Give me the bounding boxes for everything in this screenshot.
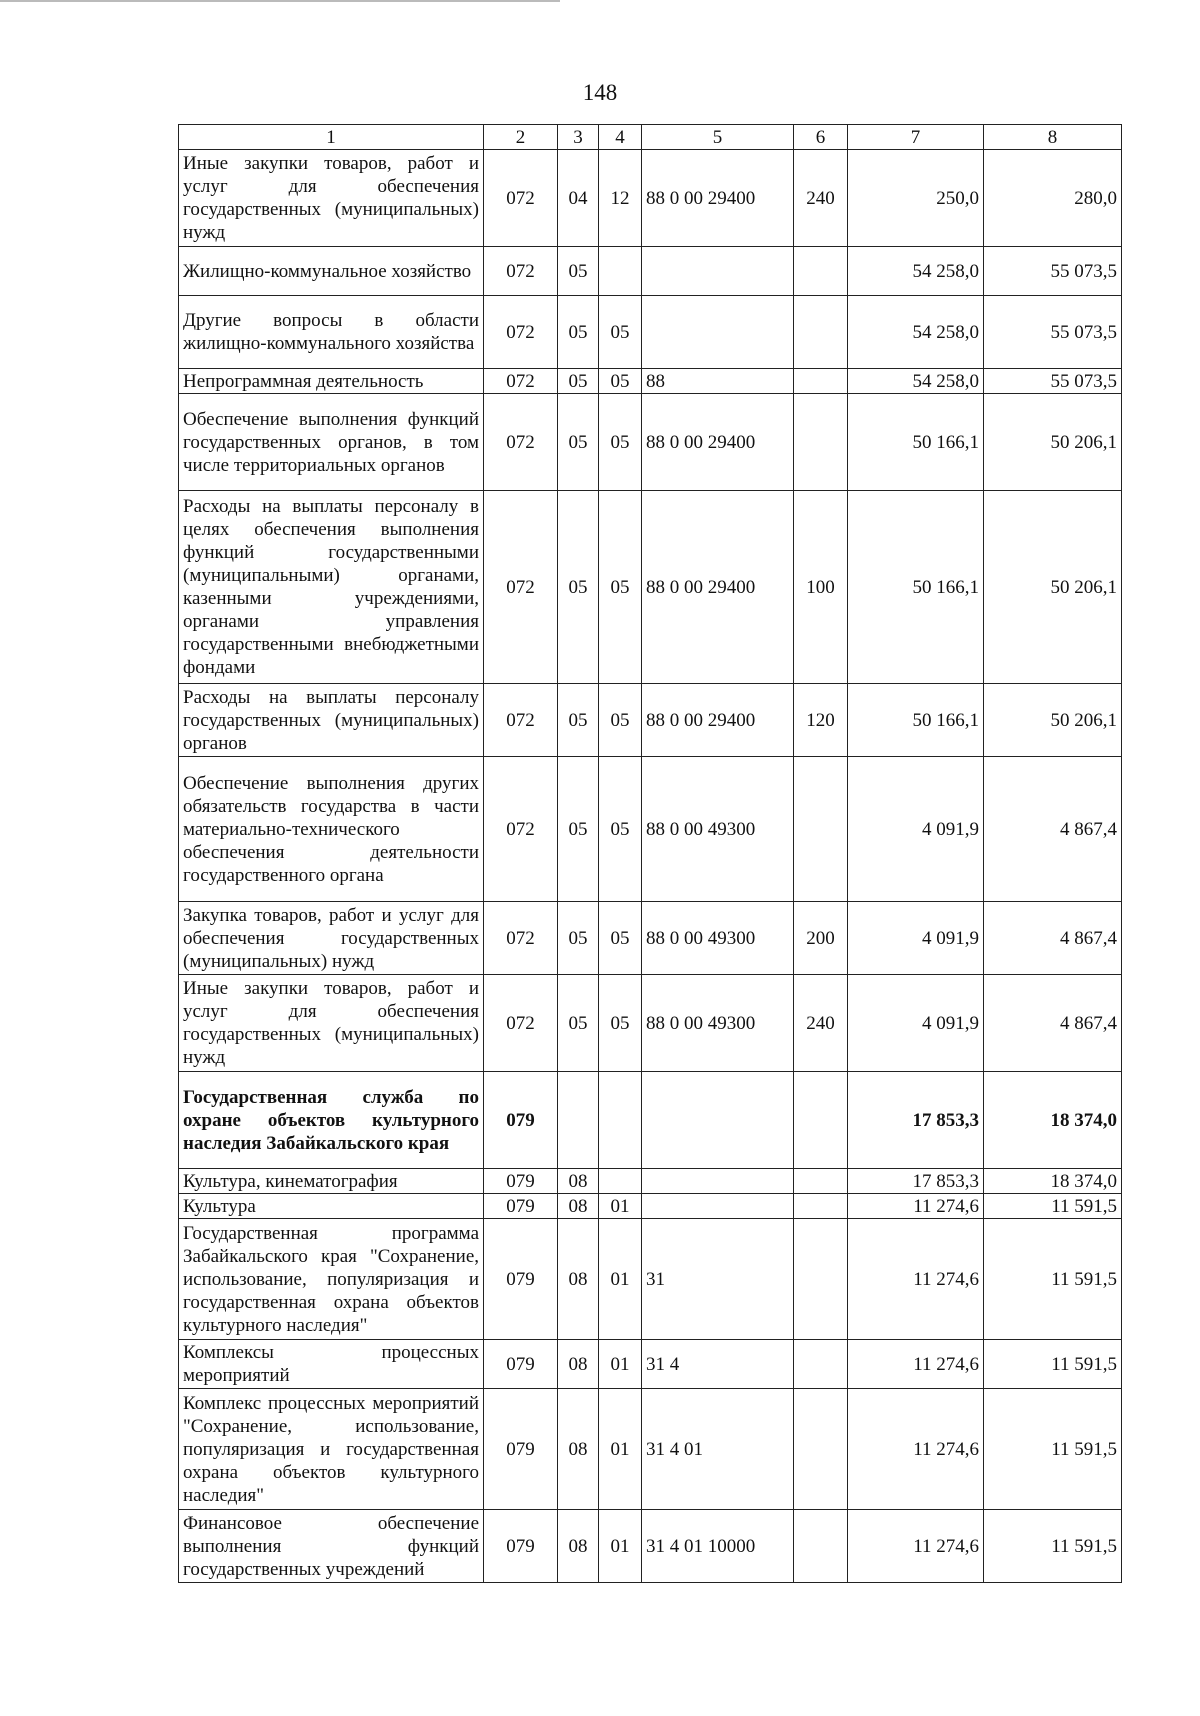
row-amount-col8-cell: 50 206,1 xyxy=(984,684,1122,757)
row-code-cell: 072 xyxy=(484,247,558,296)
row-subsection-cell: 05 xyxy=(599,491,642,684)
row-amount-col8-cell: 55 073,5 xyxy=(984,247,1122,296)
column-header: 8 xyxy=(984,125,1122,150)
row-name-cell: Расходы на выплаты персоналу государственных (муниципальных) органов xyxy=(179,684,484,757)
budget-table xyxy=(178,124,1122,1583)
row-expense-type-cell xyxy=(794,1194,848,1219)
row-subsection-cell xyxy=(599,1072,642,1169)
row-target-article-cell: 88 0 00 49300 xyxy=(642,757,794,902)
row-subsection-cell: 01 xyxy=(599,1219,642,1340)
row-name-cell: Культура, кинематография xyxy=(179,1169,484,1194)
row-section-cell: 08 xyxy=(558,1340,599,1389)
row-amount-col7-cell: 54 258,0 xyxy=(848,247,984,296)
table-row xyxy=(179,394,1122,491)
row-name-cell: Жилищно-коммунальное хозяйство xyxy=(179,247,484,296)
row-code-cell: 079 xyxy=(484,1340,558,1389)
row-amount-col8-cell: 50 206,1 xyxy=(984,394,1122,491)
table-header-row xyxy=(179,125,1122,150)
row-code-cell: 072 xyxy=(484,902,558,975)
row-amount-col7-cell: 11 274,6 xyxy=(848,1510,984,1583)
row-code-cell: 072 xyxy=(484,684,558,757)
column-header: 5 xyxy=(642,125,794,150)
row-target-article-cell: 88 0 00 29400 xyxy=(642,684,794,757)
row-amount-col7-cell: 11 274,6 xyxy=(848,1194,984,1219)
row-expense-type-cell xyxy=(794,757,848,902)
row-name-cell: Комплексы процессных мероприятий xyxy=(179,1340,484,1389)
table-row xyxy=(179,975,1122,1072)
row-target-article-cell: 88 0 00 29400 xyxy=(642,394,794,491)
row-section-cell: 08 xyxy=(558,1194,599,1219)
row-expense-type-cell xyxy=(794,1169,848,1194)
row-amount-col7-cell: 4 091,9 xyxy=(848,757,984,902)
row-code-cell: 072 xyxy=(484,296,558,369)
row-target-article-cell: 88 0 00 29400 xyxy=(642,150,794,247)
row-code-cell: 079 xyxy=(484,1389,558,1510)
row-amount-col7-cell: 11 274,6 xyxy=(848,1219,984,1340)
row-code-cell: 079 xyxy=(484,1169,558,1194)
row-section-cell: 05 xyxy=(558,975,599,1072)
row-amount-col8-cell: 50 206,1 xyxy=(984,491,1122,684)
row-name-cell: Обеспечение выполнения других обязательств государства в части материально-технического обеспечения деятельности государственного органа xyxy=(179,757,484,902)
row-section-cell: 08 xyxy=(558,1169,599,1194)
column-header: 2 xyxy=(484,125,558,150)
row-target-article-cell: 88 0 00 29400 xyxy=(642,491,794,684)
table-row xyxy=(179,902,1122,975)
row-section-cell: 05 xyxy=(558,394,599,491)
row-amount-col7-cell: 17 853,3 xyxy=(848,1169,984,1194)
row-amount-col8-cell: 11 591,5 xyxy=(984,1510,1122,1583)
row-target-article-cell xyxy=(642,247,794,296)
row-name-cell: Комплекс процессных мероприятий "Сохранение, использование, популяризация и государственная охрана объектов культурного наследия" xyxy=(179,1389,484,1510)
row-expense-type-cell: 100 xyxy=(794,491,848,684)
row-subsection-cell xyxy=(599,247,642,296)
row-amount-col8-cell: 18 374,0 xyxy=(984,1169,1122,1194)
row-amount-col8-cell: 11 591,5 xyxy=(984,1389,1122,1510)
row-name-cell: Другие вопросы в области жилищно-коммунального хозяйства xyxy=(179,296,484,369)
row-target-article-cell xyxy=(642,1072,794,1169)
row-section-cell: 08 xyxy=(558,1389,599,1510)
row-name-cell: Иные закупки товаров, работ и услуг для обеспечения государственных (муниципальных) нужд xyxy=(179,975,484,1072)
row-target-article-cell xyxy=(642,1194,794,1219)
row-expense-type-cell xyxy=(794,296,848,369)
row-amount-col7-cell: 4 091,9 xyxy=(848,902,984,975)
row-subsection-cell: 05 xyxy=(599,902,642,975)
row-subsection-cell: 05 xyxy=(599,296,642,369)
row-expense-type-cell: 120 xyxy=(794,684,848,757)
table-row xyxy=(179,369,1122,394)
row-amount-col8-cell: 4 867,4 xyxy=(984,757,1122,902)
column-header: 4 xyxy=(599,125,642,150)
row-name-cell: Закупка товаров, работ и услуг для обеспечения государственных (муниципальных) нужд xyxy=(179,902,484,975)
table-row xyxy=(179,150,1122,247)
row-subsection-cell: 01 xyxy=(599,1340,642,1389)
row-section-cell: 05 xyxy=(558,757,599,902)
column-header: 6 xyxy=(794,125,848,150)
row-target-article-cell xyxy=(642,1169,794,1194)
row-expense-type-cell xyxy=(794,1219,848,1340)
row-section-cell: 05 xyxy=(558,296,599,369)
row-expense-type-cell xyxy=(794,394,848,491)
row-code-cell: 079 xyxy=(484,1194,558,1219)
column-header: 1 xyxy=(179,125,484,150)
row-amount-col7-cell: 50 166,1 xyxy=(848,394,984,491)
row-subsection-cell xyxy=(599,1169,642,1194)
row-name-cell: Государственная служба по охране объектов культурного наследия Забайкальского края xyxy=(179,1072,484,1169)
table-row xyxy=(179,1194,1122,1219)
row-section-cell: 08 xyxy=(558,1219,599,1340)
row-amount-col8-cell: 18 374,0 xyxy=(984,1072,1122,1169)
row-amount-col8-cell: 4 867,4 xyxy=(984,902,1122,975)
row-amount-col7-cell: 250,0 xyxy=(848,150,984,247)
row-amount-col7-cell: 50 166,1 xyxy=(848,491,984,684)
row-subsection-cell: 01 xyxy=(599,1510,642,1583)
table-row xyxy=(179,1219,1122,1340)
table-row xyxy=(179,1072,1122,1169)
row-target-article-cell: 31 4 xyxy=(642,1340,794,1389)
row-code-cell: 072 xyxy=(484,394,558,491)
row-expense-type-cell xyxy=(794,1510,848,1583)
column-header: 7 xyxy=(848,125,984,150)
table-row xyxy=(179,684,1122,757)
row-section-cell: 05 xyxy=(558,247,599,296)
row-section-cell: 04 xyxy=(558,150,599,247)
row-amount-col8-cell: 55 073,5 xyxy=(984,296,1122,369)
row-amount-col7-cell: 11 274,6 xyxy=(848,1340,984,1389)
row-section-cell xyxy=(558,1072,599,1169)
row-target-article-cell xyxy=(642,296,794,369)
row-subsection-cell: 05 xyxy=(599,975,642,1072)
row-code-cell: 079 xyxy=(484,1510,558,1583)
row-name-cell: Обеспечение выполнения функций государственных органов, в том числе территориальных органов xyxy=(179,394,484,491)
row-subsection-cell: 01 xyxy=(599,1194,642,1219)
row-subsection-cell: 12 xyxy=(599,150,642,247)
page-number: 148 xyxy=(582,80,618,105)
row-section-cell: 05 xyxy=(558,369,599,394)
row-name-cell: Финансовое обеспечение выполнения функций государственных учреждений xyxy=(179,1510,484,1583)
row-subsection-cell: 01 xyxy=(599,1389,642,1510)
row-amount-col8-cell: 11 591,5 xyxy=(984,1219,1122,1340)
row-target-article-cell: 88 0 00 49300 xyxy=(642,902,794,975)
row-code-cell: 072 xyxy=(484,369,558,394)
row-section-cell: 08 xyxy=(558,1510,599,1583)
row-expense-type-cell: 200 xyxy=(794,902,848,975)
table-row xyxy=(179,1169,1122,1194)
row-subsection-cell: 05 xyxy=(599,369,642,394)
column-header: 3 xyxy=(558,125,599,150)
row-expense-type-cell xyxy=(794,369,848,394)
table-row xyxy=(179,247,1122,296)
row-name-cell: Расходы на выплаты персоналу в целях обеспечения выполнения функций государственными (муниципальными) органами, казенными учреждениями, органами управления государственными внебюджетными фондами xyxy=(179,491,484,684)
row-target-article-cell: 88 0 00 49300 xyxy=(642,975,794,1072)
row-amount-col8-cell: 280,0 xyxy=(984,150,1122,247)
row-expense-type-cell xyxy=(794,247,848,296)
row-expense-type-cell: 240 xyxy=(794,975,848,1072)
row-target-article-cell: 88 xyxy=(642,369,794,394)
row-amount-col8-cell: 11 591,5 xyxy=(984,1194,1122,1219)
row-subsection-cell: 05 xyxy=(599,684,642,757)
row-target-article-cell: 31 4 01 10000 xyxy=(642,1510,794,1583)
row-amount-col7-cell: 17 853,3 xyxy=(848,1072,984,1169)
table-row xyxy=(179,491,1122,684)
row-expense-type-cell: 240 xyxy=(794,150,848,247)
table-row xyxy=(179,1340,1122,1389)
row-code-cell: 079 xyxy=(484,1219,558,1340)
row-amount-col8-cell: 11 591,5 xyxy=(984,1340,1122,1389)
row-amount-col7-cell: 54 258,0 xyxy=(848,369,984,394)
table-row xyxy=(179,296,1122,369)
row-name-cell: Непрограммная деятельность xyxy=(179,369,484,394)
row-amount-col7-cell: 50 166,1 xyxy=(848,684,984,757)
row-code-cell: 072 xyxy=(484,150,558,247)
row-section-cell: 05 xyxy=(558,684,599,757)
row-expense-type-cell xyxy=(794,1340,848,1389)
row-amount-col8-cell: 4 867,4 xyxy=(984,975,1122,1072)
row-subsection-cell: 05 xyxy=(599,394,642,491)
row-name-cell: Иные закупки товаров, работ и услуг для обеспечения государственных (муниципальных) нужд xyxy=(179,150,484,247)
row-section-cell: 05 xyxy=(558,902,599,975)
table-row xyxy=(179,1510,1122,1583)
row-expense-type-cell xyxy=(794,1072,848,1169)
row-amount-col7-cell: 11 274,6 xyxy=(848,1389,984,1510)
row-code-cell: 072 xyxy=(484,757,558,902)
row-target-article-cell: 31 4 01 xyxy=(642,1389,794,1510)
row-target-article-cell: 31 xyxy=(642,1219,794,1340)
row-section-cell: 05 xyxy=(558,491,599,684)
row-code-cell: 072 xyxy=(484,975,558,1072)
row-expense-type-cell xyxy=(794,1389,848,1510)
row-amount-col7-cell: 4 091,9 xyxy=(848,975,984,1072)
table-row xyxy=(179,757,1122,902)
row-code-cell: 079 xyxy=(484,1072,558,1169)
row-amount-col7-cell: 54 258,0 xyxy=(848,296,984,369)
row-subsection-cell: 05 xyxy=(599,757,642,902)
row-name-cell: Культура xyxy=(179,1194,484,1219)
scan-edge-line xyxy=(0,0,560,2)
row-amount-col8-cell: 55 073,5 xyxy=(984,369,1122,394)
table-row xyxy=(179,1389,1122,1510)
row-code-cell: 072 xyxy=(484,491,558,684)
row-name-cell: Государственная программа Забайкальского края "Сохранение, использование, популяризация и государственная охрана объектов культурного наследия" xyxy=(179,1219,484,1340)
